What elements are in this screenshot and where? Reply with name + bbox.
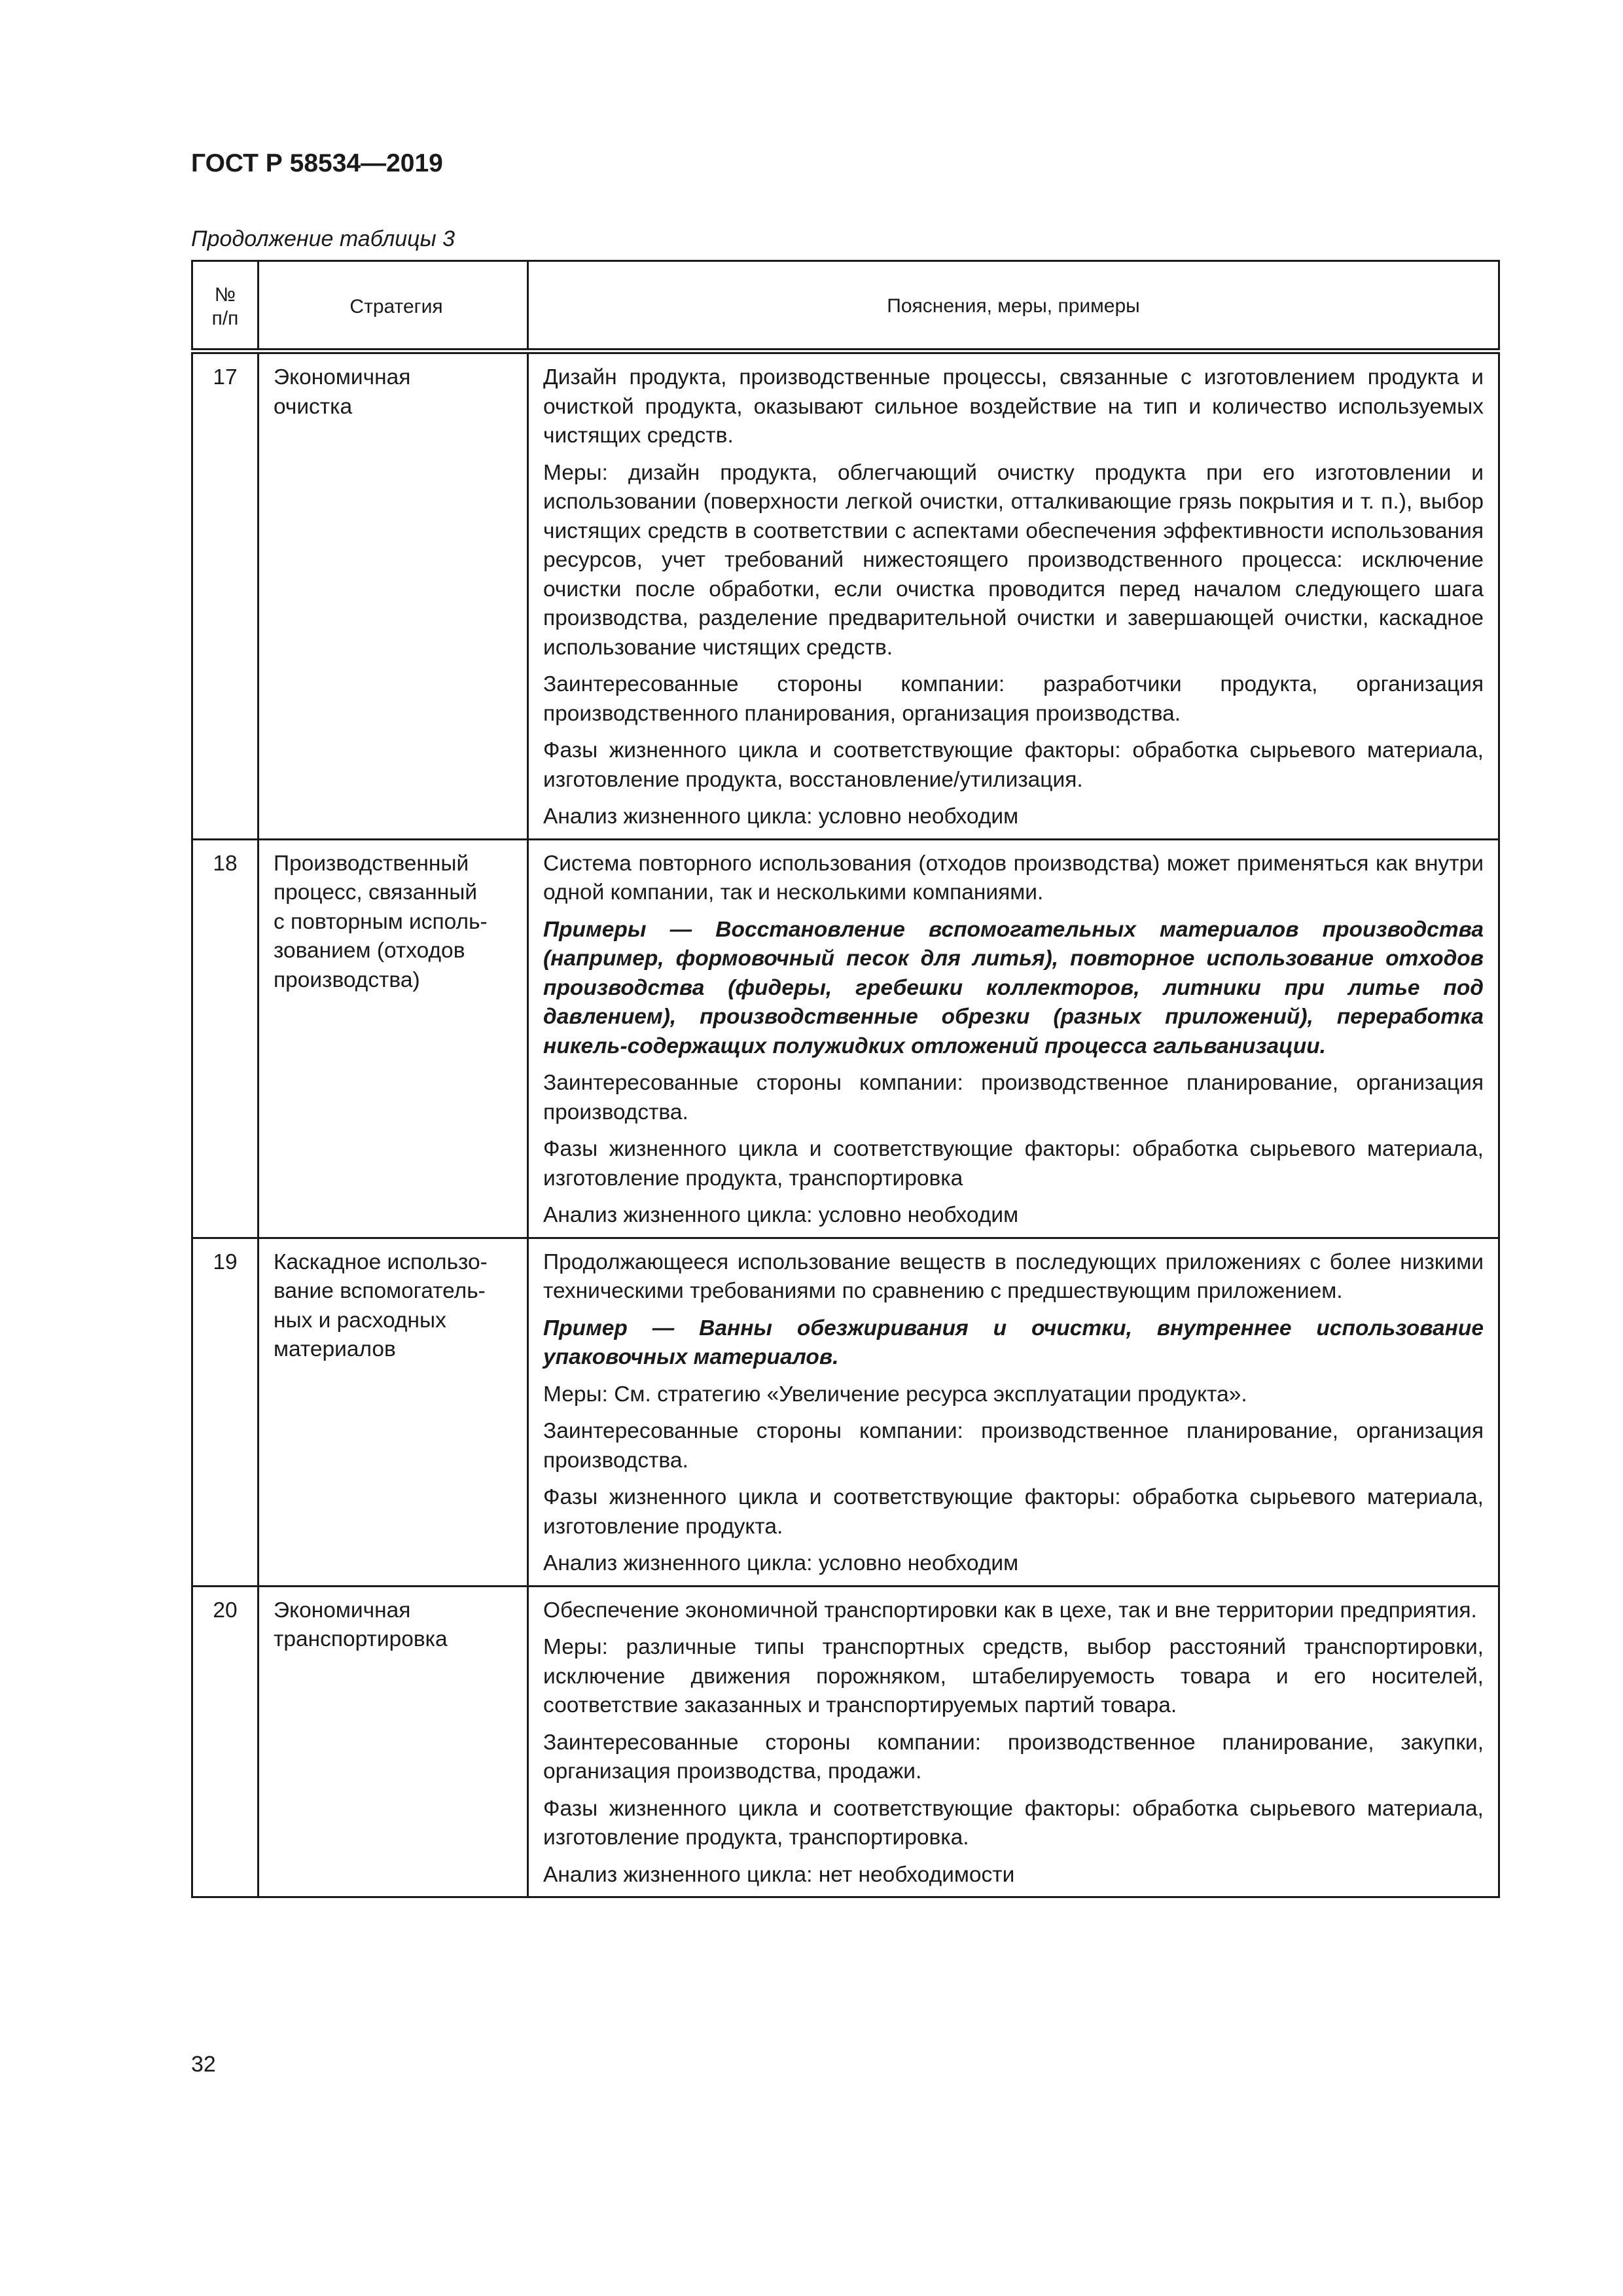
description-paragraph: Система повторного использования (отходов производства) может применяться как внутри одной компании, так и несколькими компаниями. <box>543 851 1484 905</box>
stakeholders-paragraph: Заинтересованные стороны компании: производственное планирование, закупки, организация производства, продажи. <box>543 1730 1484 1784</box>
table-header-row <box>192 261 1499 351</box>
lca-paragraph: Анализ жизненного цикла: условно необходим <box>543 1551 1019 1575</box>
table-caption: Продолжение таблицы 3 <box>191 226 455 251</box>
lca-paragraph: Анализ жизненного цикла: условно необходим <box>543 804 1019 829</box>
strategy-line: Экономичная <box>274 1598 411 1623</box>
document-code: ГОСТ Р 58534—2019 <box>191 149 443 177</box>
table-row <box>192 351 1499 840</box>
strategies-table <box>191 260 1500 1898</box>
description-paragraph: Продолжающееся использование веществ в последующих приложениях с более низкими техническими требованиями по сравнению с предшествующим приложением. <box>543 1249 1484 1303</box>
row-number: 19 <box>192 1238 259 1586</box>
table-row <box>192 1238 1499 1586</box>
description-paragraph: Обеспечение экономичной транспортировки как в цехе, так и вне территории предприятия. <box>543 1598 1477 1623</box>
stakeholders-paragraph: Заинтересованные стороны компании: производственное планирование, организация производства. <box>543 1071 1484 1124</box>
header-number-line1: № <box>214 284 236 306</box>
strategy-line: транспортировка <box>274 1627 448 1651</box>
strategy-line: Экономичная <box>274 365 411 389</box>
details-cell <box>528 1238 1499 1586</box>
stakeholders-paragraph: Заинтересованные стороны компании: разработчики продукта, организация производственного планирования, организация производства. <box>543 672 1484 726</box>
strategy-cell <box>259 351 528 840</box>
table-row <box>192 839 1499 1238</box>
details-cell <box>528 1586 1499 1897</box>
measures-paragraph: Меры: различные типы транспортных средств, выбор расстояний транспортировки, исключение движения порожняком, штабелируемость товара и его носителей, соответствие заказанных и транспортируемых партий товара. <box>543 1635 1484 1717</box>
header-number-line2: п/п <box>211 308 239 329</box>
strategy-line: ных и расходных <box>274 1308 446 1333</box>
description-paragraph: Дизайн продукта, производственные процессы, связанные с изготовлением продукта и очисткой продукта, оказывают сильное воздействие на тип и количество используемых чистящих средств. <box>543 365 1484 448</box>
strategy-line: с повторным исполь- <box>274 909 488 934</box>
header-details: Пояснения, меры, примеры <box>528 261 1499 351</box>
page-number: 32 <box>191 2052 216 2077</box>
lca-paragraph: Анализ жизненного цикла: нет необходимости <box>543 1862 1015 1887</box>
header-strategy: Стратегия <box>259 261 528 351</box>
header-number <box>192 261 259 351</box>
row-number: 17 <box>192 351 259 840</box>
strategy-line: вание вспомогатель- <box>274 1279 486 1303</box>
strategy-line: процесс, связанный <box>274 880 478 905</box>
example-paragraph: Пример — Ванны обезжиривания и очистки, внутреннее использование упаковочных материалов. <box>543 1316 1484 1369</box>
row-number: 20 <box>192 1586 259 1897</box>
strategy-line: очистка <box>274 394 353 419</box>
lifecycle-phases-paragraph: Фазы жизненного цикла и соответствующие факторы: обработка сырьевого материала, изготовление продукта. <box>543 1485 1484 1539</box>
row-number: 18 <box>192 839 259 1238</box>
strategy-line: Каскадное использо- <box>274 1249 488 1274</box>
measures-paragraph: Меры: См. стратегию «Увеличение ресурса эксплуатации продукта». <box>543 1382 1247 1407</box>
strategy-cell <box>259 1586 528 1897</box>
table-row <box>192 1586 1499 1897</box>
details-cell <box>528 351 1499 840</box>
strategy-line: материалов <box>274 1337 396 1361</box>
examples-paragraph: Примеры — Восстановление вспомогательных материалов производства (например, формовочный песок для литья), повторное использование отходов производства (фидеры, гребешки коллекторов, литники при литье под давлением), производственные обрезки (разных приложений), переработка никель-содержащих полужидких отложений процесса гальванизации. <box>543 917 1484 1058</box>
stakeholders-paragraph: Заинтересованные стороны компании: производственное планирование, организация производства. <box>543 1419 1484 1473</box>
strategy-cell <box>259 1238 528 1586</box>
lifecycle-phases-paragraph: Фазы жизненного цикла и соответствующие факторы: обработка сырьевого материала, изготовление продукта, транспортировка <box>543 1137 1484 1191</box>
strategy-line: зованием (отходов <box>274 939 465 963</box>
strategy-line: производства) <box>274 967 420 992</box>
strategy-cell <box>259 839 528 1238</box>
details-cell <box>528 839 1499 1238</box>
lca-paragraph: Анализ жизненного цикла: условно необходим <box>543 1203 1019 1227</box>
lifecycle-phases-paragraph: Фазы жизненного цикла и соответствующие факторы: обработка сырьевого материала, изготовление продукта, транспортировка. <box>543 1796 1484 1850</box>
measures-paragraph: Меры: дизайн продукта, облегчающий очистку продукта при его изготовлении и использовании (поверхности легкой очистки, отталкивающие грязь покрытия и т. п.), выбор чистящих средств в соответствии с аспектами обеспечения эффективности использования ресурсов, учет требований нижестоящего производственного процесса: исключение очистки после обработки, если очистка проводится перед началом следующего шага производства, разделение предварительной очистки и завершающей очистки, каскадное использование чистящих средств. <box>543 460 1484 660</box>
strategy-line: Производственный <box>274 851 469 876</box>
lifecycle-phases-paragraph: Фазы жизненного цикла и соответствующие факторы: обработка сырьевого материала, изготовление продукта, восстановление/утилизация. <box>543 738 1484 792</box>
